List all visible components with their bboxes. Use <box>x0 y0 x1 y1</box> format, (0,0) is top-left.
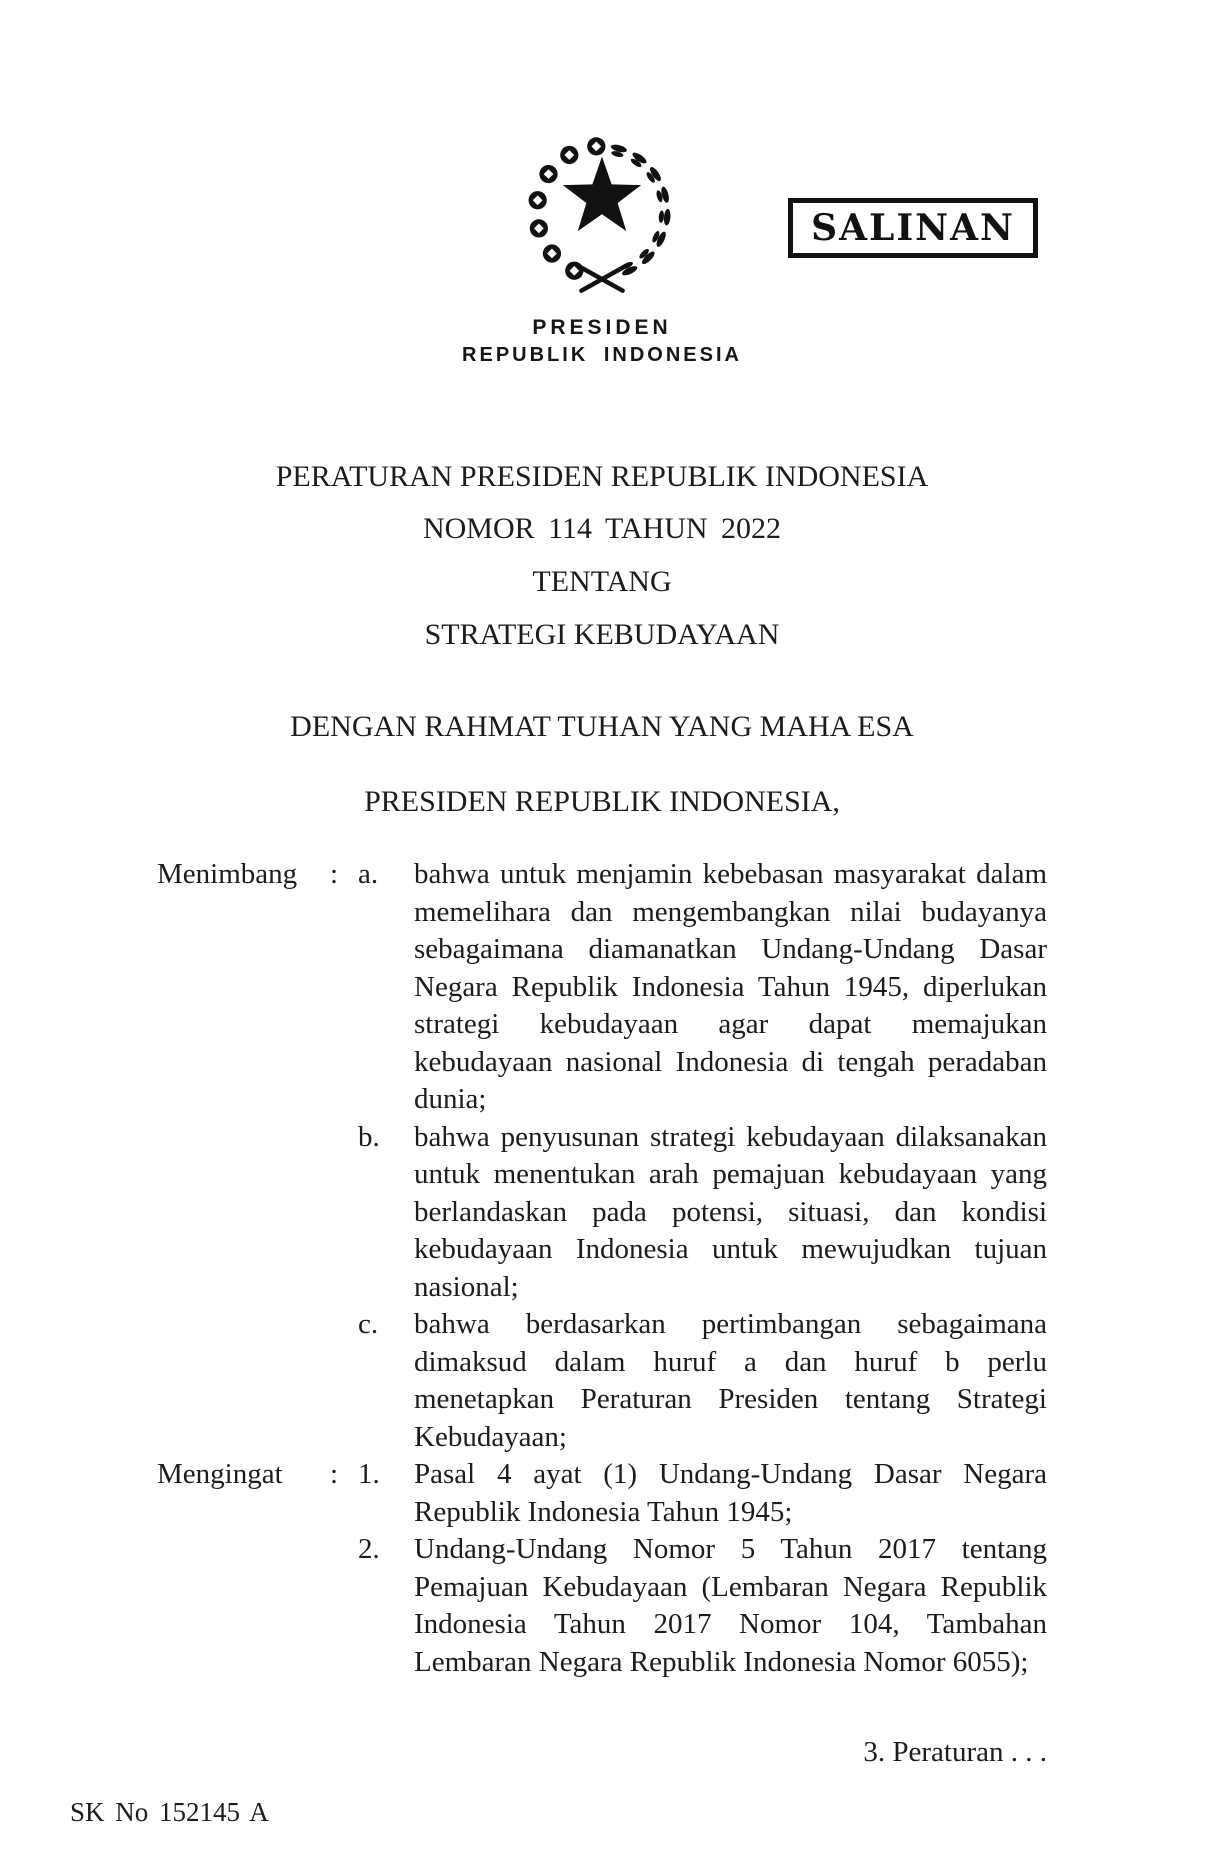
considering-item-c-marker: c. <box>358 1308 379 1340</box>
crossed-stems-icon <box>578 266 626 291</box>
clauses-block <box>157 856 1049 1681</box>
letterhead-presiden: PRESIDEN <box>532 316 672 339</box>
considering-item-c-text: bahwa berdasarkan pertimbangan sebagaimana dimaksud dalam huruf a dan huruf b perlu menetapkan Peraturan Presiden tentang Strategi Kebudayaan; <box>414 1308 1047 1453</box>
regulation-subject: STRATEGI KEBUDAYAAN <box>424 618 780 651</box>
spacer <box>157 1119 330 1307</box>
regulation-title: PERATURAN PRESIDEN REPUBLIK INDONESIA <box>275 460 929 493</box>
spacer <box>157 1531 330 1681</box>
spacer <box>330 1531 358 1681</box>
spacer <box>330 1119 358 1307</box>
sk-number: SK No 152145 A <box>70 1797 269 1827</box>
recalling-item-1-text: Pasal 4 ayat (1) Undang-Undang Dasar Negara Republik Indonesia Tahun 1945; <box>414 1458 1047 1528</box>
spacer <box>330 1306 358 1456</box>
considering-label: Menimbang <box>157 858 298 890</box>
recalling-label: Mengingat <box>157 1458 283 1490</box>
presidential-emblem-icon <box>516 126 688 304</box>
regulation-number: NOMOR 114 TAHUN 2022 <box>422 512 782 545</box>
spacer <box>157 1306 330 1456</box>
star-icon <box>563 157 641 232</box>
considering-item-b-text: bahwa penyusunan strategi kebudayaan dilaksanakan untuk menentukan arah pemajuan kebudayaan yang berlandaskan pada potensi, situasi, dan kondisi kebudayaan Indonesia untuk mewujudkan tujuan nasional; <box>414 1120 1047 1303</box>
salinan-stamp <box>788 198 1038 258</box>
invocation-line: DENGAN RAHMAT TUHAN YANG MAHA ESA <box>290 710 914 743</box>
recalling-item-2-text: Undang-Undang Nomor 5 Tahun 2017 tentang Pemajuan Kebudayaan (Lembaran Negara Republik Indonesia Tahun 2017 Nomor 104, Tambahan Lembaran Negara Republik Indonesia Nomor 6055); <box>414 1533 1047 1678</box>
recalling-item-2-marker: 2. <box>358 1533 380 1565</box>
issuer-line: PRESIDEN REPUBLIK INDONESIA, <box>364 785 840 818</box>
considering-item-b-marker: b. <box>358 1120 380 1153</box>
about-label: TENTANG <box>532 565 672 598</box>
salinan-stamp-label: SALINAN <box>811 207 1015 249</box>
considering-item-a-marker: a. <box>358 858 379 890</box>
catchword: 3. Peraturan . . . <box>863 1736 1047 1768</box>
letterhead <box>402 316 802 368</box>
recalling-separator: : <box>330 1458 339 1490</box>
letterhead-republik-indonesia: REPUBLIK INDONESIA <box>462 344 742 366</box>
recalling-item-1-marker: 1. <box>358 1458 380 1490</box>
considering-separator: : <box>330 858 339 890</box>
considering-item-a-text: bahwa untuk menjamin kebebasan masyarakat dalam memelihara dan mengembangkan nilai budayanya sebagaimana diamanatkan Undang-Undang Dasar Negara Republik Indonesia Tahun 1945, diperlukan strategi kebudayaan agar dapat memajukan kebudayaan nasional Indonesia di tengah peradaban dunia; <box>414 858 1047 1115</box>
